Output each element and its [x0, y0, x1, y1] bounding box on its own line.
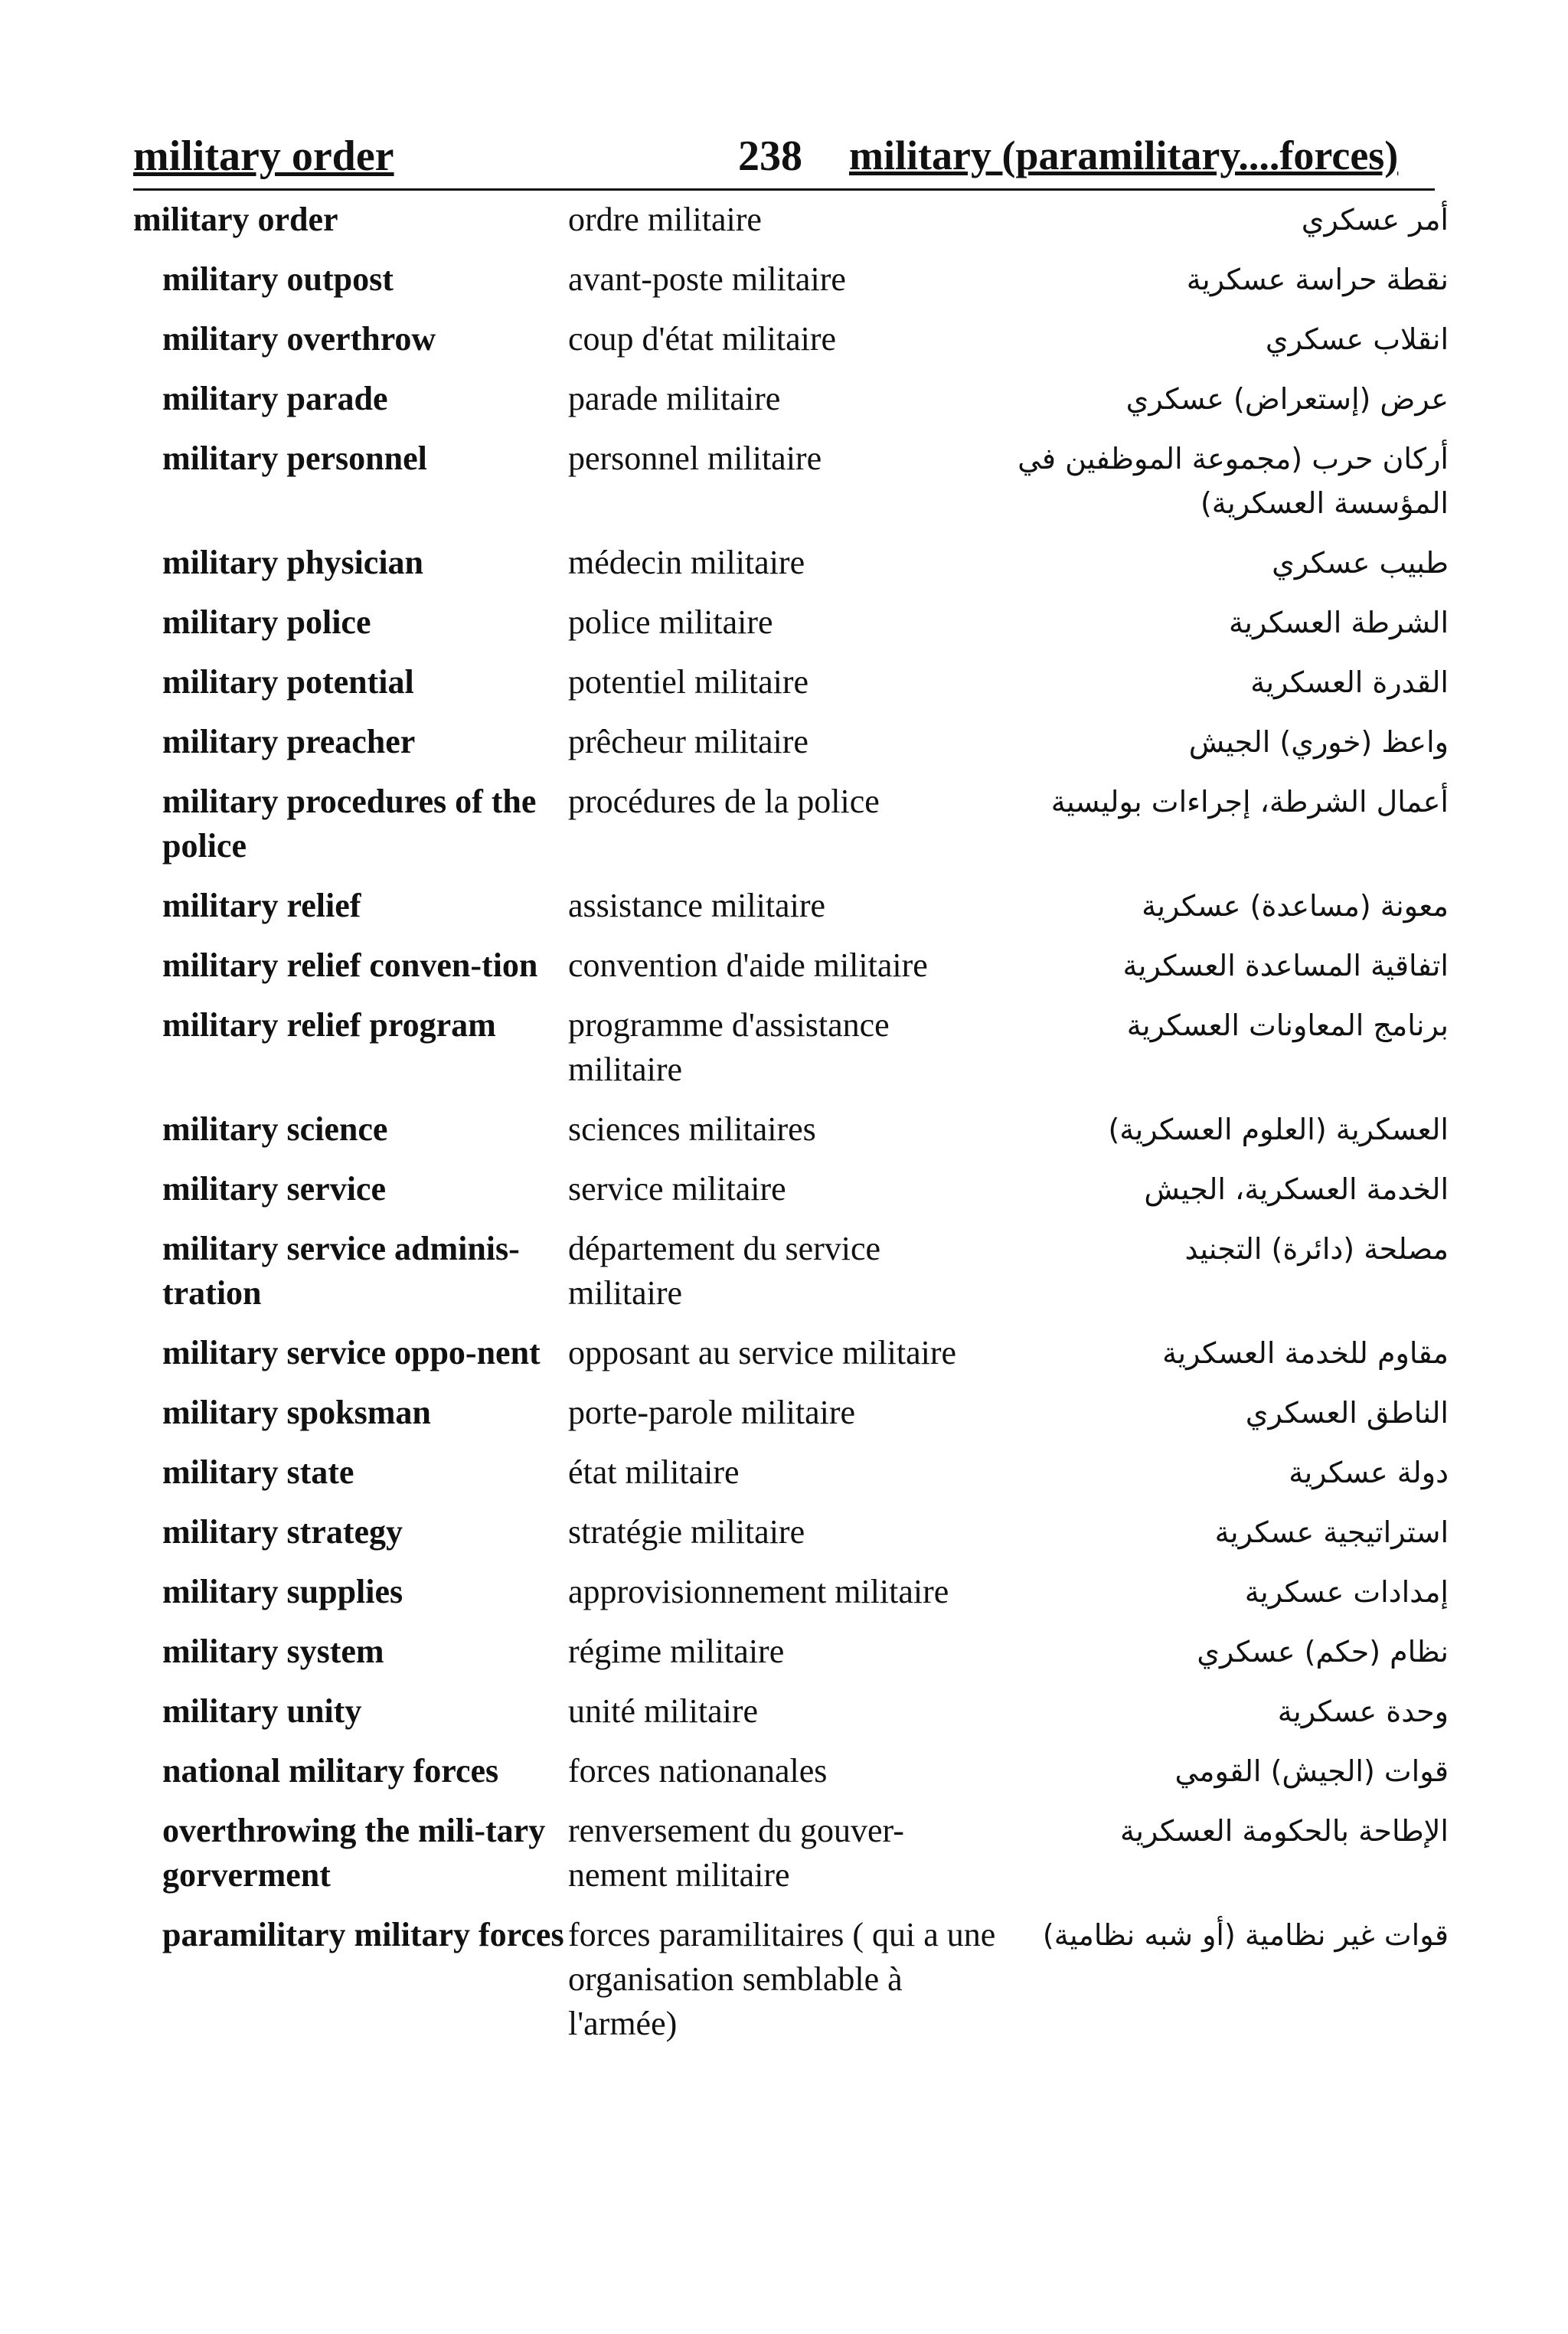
- entry-french: coup d'état militaire: [568, 320, 837, 358]
- entry-english: military potential: [162, 663, 414, 701]
- entry-row: [0, 600, 1568, 645]
- header-left-title: military order: [133, 132, 394, 180]
- entry-arabic: الناطق العسكري: [1245, 1396, 1449, 1430]
- entry-french: service militaire: [568, 1170, 786, 1208]
- entry-arabic: أعمال الشرطة، إجراءات بوليسية: [1050, 785, 1449, 819]
- entry-arabic: دولة عسكرية: [1289, 1456, 1449, 1489]
- entry-arabic: الإطاحة بالحكومة العسكرية: [1120, 1814, 1449, 1848]
- entry-row: [0, 1450, 1568, 1495]
- entry-english: military procedures of the police: [162, 783, 537, 865]
- page-number: 238: [738, 132, 802, 180]
- entry-french: prêcheur militaire: [568, 723, 808, 760]
- entry-french: stratégie militaire: [568, 1513, 805, 1551]
- entry-row: [0, 1749, 1568, 1793]
- entry-row: [0, 943, 1568, 988]
- entry-row: [0, 436, 1568, 525]
- entry-french: état militaire: [568, 1453, 740, 1491]
- entry-french: convention d'aide militaire: [568, 946, 928, 984]
- entry-arabic: أركان حرب (مجموعة الموظفين في المؤسسة العسكرية): [1018, 442, 1449, 520]
- entry-french: opposant au service militaire: [568, 1334, 957, 1371]
- entry-row: [0, 780, 1568, 868]
- entry-row: [0, 541, 1568, 585]
- entry-row: [0, 1107, 1568, 1152]
- entry-arabic: القدرة العسكرية: [1250, 665, 1449, 699]
- entry-french: unité militaire: [568, 1692, 759, 1730]
- entry-english: military service oppo-nent: [162, 1334, 541, 1371]
- entry-english: military outpost: [162, 260, 394, 298]
- entry-arabic: قوات غير نظامية (أو شبه نظامية): [1042, 1918, 1449, 1952]
- entry-arabic: أمر عسكري: [1301, 203, 1449, 237]
- entry-row: [0, 317, 1568, 361]
- entry-english: military state: [162, 1453, 354, 1491]
- entry-french: procédures de la police: [568, 783, 880, 820]
- entry-english: military relief conven-tion: [162, 946, 538, 984]
- entry-english: military police: [162, 603, 371, 641]
- entry-french: police militaire: [568, 603, 773, 641]
- entry-row: [0, 1003, 1568, 1092]
- entry-row: [0, 1570, 1568, 1614]
- entry-french: programme d'assistance militaire: [568, 1006, 890, 1088]
- entry-english: military personnel: [162, 440, 427, 477]
- entry-english: military preacher: [162, 723, 416, 760]
- entry-arabic: مصلحة (دائرة) التجنيد: [1184, 1232, 1449, 1266]
- entry-row: [0, 720, 1568, 764]
- entry-english: military relief program: [162, 1006, 496, 1044]
- entry-arabic: واعظ (خوري) الجيش: [1188, 725, 1449, 759]
- entry-arabic: برنامج المعاونات العسكرية: [1126, 1008, 1449, 1042]
- entry-french: parade militaire: [568, 380, 781, 417]
- entry-french: régime militaire: [568, 1633, 785, 1670]
- entry-french: forces paramilitaires ( qui a une organisation semblable à l'armée): [568, 1916, 996, 2042]
- entry-french: forces nationanales: [568, 1752, 828, 1790]
- entry-english: military physician: [162, 544, 424, 581]
- entry-arabic: طبيب عسكري: [1272, 546, 1449, 580]
- entry-arabic: معونة (مساعدة) عسكرية: [1142, 889, 1449, 923]
- entry-french: renversement du gouver-nement militaire: [568, 1812, 904, 1894]
- entry-row: [0, 660, 1568, 704]
- entry-french: avant-poste militaire: [568, 260, 846, 298]
- entry-english: military unity: [162, 1692, 362, 1730]
- entry-row: [0, 884, 1568, 928]
- entry-english: military supplies: [162, 1573, 403, 1610]
- entry-english: paramilitary military forces: [162, 1916, 564, 1953]
- entry-row: [0, 257, 1568, 302]
- entry-row: [0, 1167, 1568, 1211]
- entry-list: [0, 198, 1568, 2061]
- entry-arabic: العسكرية (العلوم العسكرية): [1108, 1113, 1449, 1146]
- entry-arabic: اتفاقية المساعدة العسكرية: [1122, 949, 1449, 982]
- entry-row: [0, 1331, 1568, 1375]
- entry-row: [0, 1689, 1568, 1734]
- entry-arabic: إمدادات عسكرية: [1244, 1575, 1449, 1609]
- entry-french: sciences militaires: [568, 1110, 816, 1148]
- entry-english: military relief: [162, 887, 361, 924]
- header-right-title: military (paramilitary....forces): [849, 132, 1399, 178]
- entry-arabic: استراتيجية عسكرية: [1214, 1515, 1449, 1549]
- entry-row: [0, 1809, 1568, 1898]
- entry-french: approvisionnement militaire: [568, 1573, 949, 1610]
- entry-english: military order: [133, 201, 338, 238]
- entry-arabic: انقلاب عسكري: [1265, 322, 1449, 356]
- entry-french: médecin militaire: [568, 544, 805, 581]
- entry-french: département du service militaire: [568, 1230, 881, 1312]
- entry-english: military overthrow: [162, 320, 436, 358]
- entry-row: [0, 1630, 1568, 1674]
- entry-english: military strategy: [162, 1513, 403, 1551]
- entry-arabic: الشرطة العسكرية: [1229, 606, 1449, 639]
- entry-french: personnel militaire: [568, 440, 822, 477]
- entry-arabic: مقاوم للخدمة العسكرية: [1162, 1336, 1449, 1370]
- entry-english: military system: [162, 1633, 384, 1670]
- entry-english: military service adminis-tration: [162, 1230, 520, 1312]
- entry-row: [0, 1510, 1568, 1554]
- entry-french: assistance militaire: [568, 887, 825, 924]
- entry-english: military parade: [162, 380, 388, 417]
- entry-arabic: نظام (حكم) عسكري: [1197, 1635, 1449, 1669]
- entry-row: [0, 198, 1568, 242]
- entry-row: [0, 377, 1568, 421]
- entry-french: ordre militaire: [568, 201, 762, 238]
- entry-english: overthrowing the mili-tary gorverment: [162, 1812, 546, 1894]
- entry-row: [0, 1913, 1568, 2046]
- entry-french: potentiel militaire: [568, 663, 809, 701]
- entry-french: porte-parole militaire: [568, 1394, 856, 1431]
- entry-arabic: عرض (إستعراض) عسكري: [1125, 382, 1449, 416]
- page-header: [133, 132, 1435, 191]
- entry-english: military service: [162, 1170, 386, 1208]
- entry-english: national military forces: [162, 1752, 499, 1790]
- entry-row: [0, 1227, 1568, 1316]
- entry-arabic: قوات (الجيش) القومي: [1174, 1754, 1449, 1788]
- entry-english: military science: [162, 1110, 388, 1148]
- entry-arabic: الخدمة العسكرية، الجيش: [1144, 1172, 1449, 1206]
- entry-row: [0, 1391, 1568, 1435]
- entry-english: military spoksman: [162, 1394, 431, 1431]
- entry-arabic: وحدة عسكرية: [1277, 1695, 1449, 1728]
- entry-arabic: نقطة حراسة عسكرية: [1186, 263, 1449, 296]
